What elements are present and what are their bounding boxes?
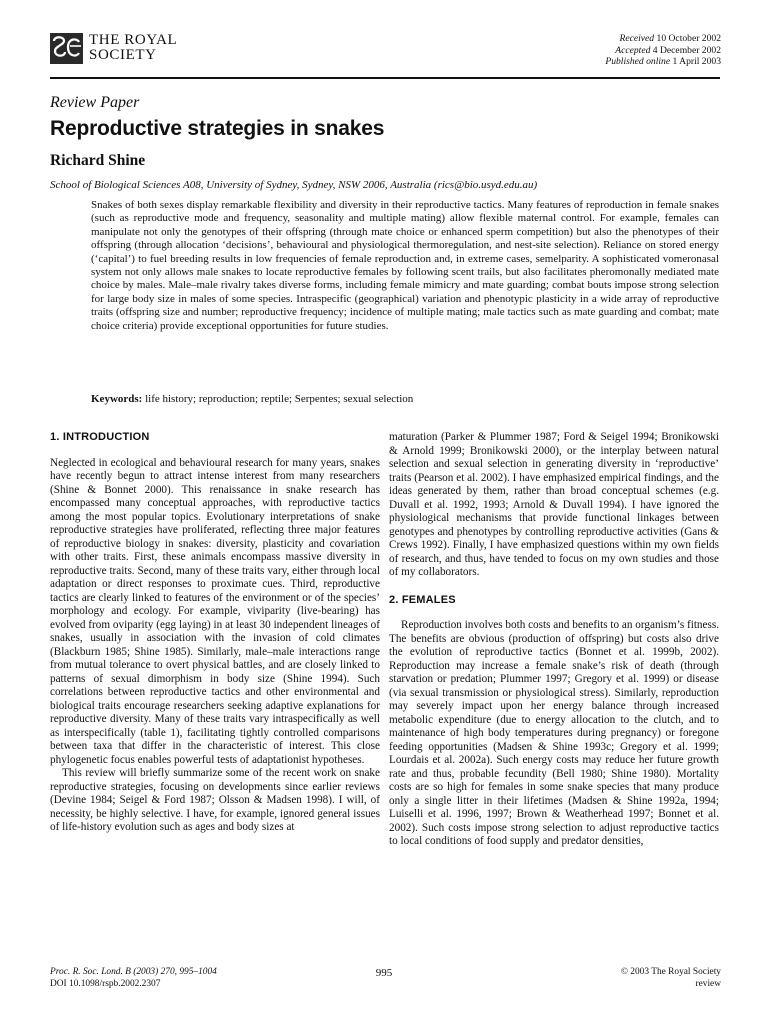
published-label: Published online: [605, 56, 671, 68]
paper-title: Reproductive strategies in snakes: [50, 117, 385, 140]
keywords-list: life history; reproduction; reptile; Serpentes; sexual selection: [145, 393, 414, 405]
abstract-text: Snakes of both sexes display remarkable flexibility and diversity in their reproductive tactics. Many features of reproduction in female snakes (such as reproductive mode and frequency, seasonality and multiple mating) allow flexible maternal control. For example, females can manipulate not only the genotypes of their offspring (through mate choice or enhanced sperm competition) but also the phenotypes of their offspring (through allocation ‘decisions’, behavioural and physiological thermoregulation, and nest-site selection). Reliance on stored energy (‘capital’) to fuel breeding results in low frequencies of female reproduction and, in extreme cases, semelparity. A sophisticated vomeronasal system not only allows male snakes to locate reproductive females by following scent trails, but also facilitates pheromonally mediated mate choice by males. Male–male rivalry takes diverse forms, including female mimicry and mate guarding; combat bouts impose strong selection for large body size in males of some species. Intraspecific (geographical) variation and phenotypic plasticity in a wide array of reproductive traits (offspring size and number; reproductive frequency; incidence of multiple mating; male tactics such as mate guarding and combat; mate choice criteria) provide exceptional opportunities for future studies.: [91, 199, 719, 332]
intro-paragraph-1: Neglected in ecological and behavioural research for many years, snakes have recently begun to attract intense interest from many researchers (Shine & Bonnet 2000). This renaissance in snake research has encompassed many conceptual approaches, with reproductive tactics among the most popular topics. Evolutionary interpretations of snake reproductive strategies have proliferated, reflecting three major features of reproductive biology in snakes: diversity, plasticity and covariation with other traits. First, these animals encompass massive diversity in reproductive traits. Second, many of these traits vary, either through local adaptation or direct responses to proximate cues. Third, reproductive tactics are clearly linked to features of the environment or of the species’ morphology and ecology. For example, viviparity (live-bearing) has evolved from oviparity (egg laying) in at least 30 independent lineages of snakes, usually in association with the invasion of cold climates (Blackburn 1985; Shine 1985). Similarly, male–male interactions range from mutual tolerance to overt physical battles, and are closely linked to patterns of sexual dimorphism in body size (Shine 1994). Such correlations between reproductive tactics and other environmental and biological traits encourage researchers seeking adaptive explanations for reproductive diversity. Many of these traits vary intraspecifically as well as interspecifically (table 1), facilitating tightly controlled comparisons between taxa that differ in the characteristic of interest. This close phylogenetic focus enables powerful tests of adaptationist hypotheses.: [50, 456, 380, 766]
royal-society-logo: [50, 32, 178, 64]
paper-type: Review Paper: [50, 94, 140, 111]
copyright: © 2003 The Royal Society: [620, 967, 721, 977]
author-affiliation: School of Biological Sciences A08, University of Sydney, Sydney, NSW 2006, Australia (rics@bio.usyd.edu.au): [50, 179, 538, 191]
logo-line-2: SOCIETY: [89, 47, 157, 63]
keywords-label: Keywords:: [91, 393, 143, 405]
received-label: Received: [619, 33, 655, 44]
header-divider: [50, 77, 720, 79]
section-heading-females: 2. FEMALES: [389, 593, 456, 606]
author-name: Richard Shine: [50, 152, 146, 169]
females-paragraph-1: Reproduction involves both costs and benefits to an organism’s fitness. The benefits are obvious (production of offspring) but costs also drive the evolution of reproductive tactics (Bonnet et al. 1999b, 2002). Reproduction may increase a female snake’s risk of death (through starvation or predation; Plummer 1997; Gregory et al. 1999) or disease (via sexual transmission or physiological stress). Similarly, reproduction may severely impact upon her energy balance through increased metabolic expenditure (due to energy allocation to the clutch, and to maintenance of high body temperatures during pregnancy) or foregone feeding opportunities (Madsen & Shine 1993c; Gregory et al. 1999; Lourdais et al. 2002a). Such energy costs may reduce her future growth rate and thus, probable fecundity (Bell 1980; Shine 1980). Mortality costs are so high for females in some snake species that many produce only a single litter in their lifetimes (Madsen & Shine 1992a, 1994; Luiselli et al. 1996, 1997; Brown & Weatherhead 1997; Bonnet et al. 2002). Such costs impose strong selection to adjust reproductive tactics to local conditions of food supply and predator densities,: [389, 619, 719, 847]
published-date: 1 April 2003: [672, 56, 721, 68]
logo-line-1: THE ROYAL: [89, 32, 178, 48]
intro-paragraph-2-continued: maturation (Parker & Plummer 1987; Ford & Seigel 1994; Bronikowski & Arnold 1999; Bronikowski 2000), or the interplay between natural selection and sexual selection in generating diversity in ‘reproductive’ traits (Pearson et al. 2002). I have emphasized empirical findings, and the ideas generated by them, rather than broad conceptual schemes (e.g. Duvall et al. 1992, 1993; Arnold & Duvall 1994). I have ignored the physiological mechanisms that provide functional linkages between genotypes and phenotypes by controlling reproductive activities (Gans & Crews 1992). Finally, I have emphasized questions within my own fields of research, and thus, have tended to focus on my own studies and those of my collaborators.: [389, 431, 719, 578]
journal-citation: Proc. R. Soc. Lond. B (2003) 270, 995–1004: [50, 967, 217, 977]
section-heading-introduction: 1. INTRODUCTION: [50, 431, 150, 443]
right-column: [389, 431, 719, 849]
accepted-date: 4 December 2002: [652, 44, 721, 56]
accepted-label: Accepted: [615, 44, 651, 56]
keywords: [91, 393, 413, 405]
royal-society-emblem-icon: [50, 33, 83, 64]
received-date: 10 October 2002: [656, 33, 721, 44]
left-column: [50, 431, 380, 835]
abstract: [91, 199, 719, 333]
publication-dates: [605, 33, 721, 68]
footer-copyright: [621, 967, 721, 990]
doi: DOI 10.1098/rspb.2002.2307: [50, 978, 161, 989]
intro-paragraph-2: This review will briefly summarize some of the recent work on snake reproductive strategies, focusing on developments since earlier reviews (Devine 1984; Seigel & Ford 1987; Olsson & Madsen 1998). I will, of necessity, be highly selective. I have, for example, ignored general issues of life-history evolution such as ages and body sizes at: [50, 767, 380, 833]
article-type: review: [695, 978, 721, 989]
page-number: 995: [375, 967, 393, 979]
